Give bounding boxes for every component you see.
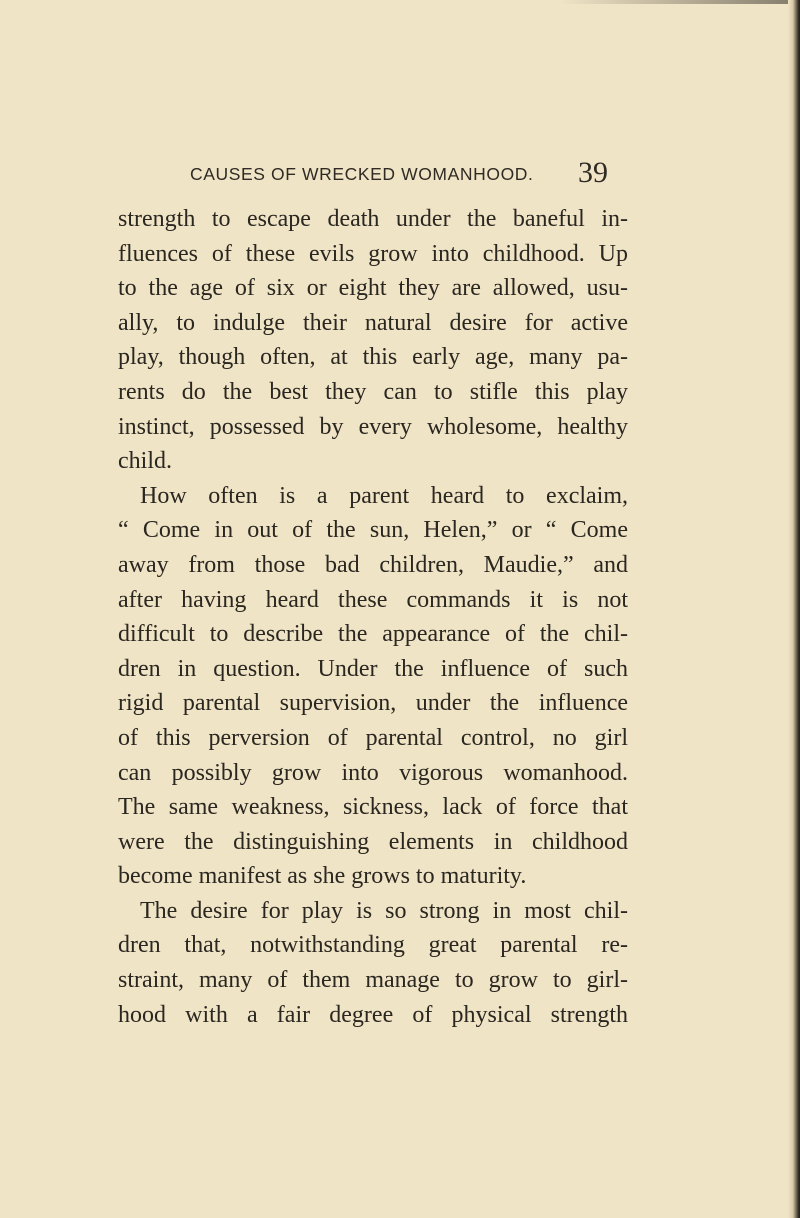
page-spine-edge — [788, 0, 800, 1218]
text-line: hood with a fair degree of physical strength — [118, 1001, 628, 1028]
text-line: play, though often, at this early age, many pa- — [118, 344, 628, 371]
text-line: instinct, possessed by every wholesome, healthy — [118, 413, 628, 440]
text-line: straint, many of them manage to grow to girl- — [118, 967, 628, 994]
text-line: “ Come in out of the sun, Helen,” or “ Come — [118, 517, 628, 544]
text-line: fluences of these evils grow into childhood. Up — [118, 240, 628, 267]
text-line: to the age of six or eight they are allowed, usu- — [118, 275, 628, 302]
text-line: become manifest as she grows to maturity. — [118, 863, 527, 890]
text-line: strength to escape death under the baneful in- — [118, 206, 628, 232]
text-line: child. — [118, 448, 172, 475]
text-line: difficult to describe the appearance of the chil- — [118, 621, 628, 648]
text-line: The same weakness, sickness, lack of force that — [118, 794, 628, 821]
text-line: The desire for play is so strong in most chil- — [140, 897, 628, 924]
page-number: 39 — [578, 156, 608, 189]
text-line: dren in question. Under the influence of such — [118, 655, 628, 682]
page-top-edge-shadow — [560, 0, 800, 4]
running-head — [130, 158, 650, 194]
text-line: rents do the best they can to stifle this play — [118, 378, 628, 405]
text-line: How often is a parent heard to exclaim, — [140, 482, 628, 509]
text-line: of this perversion of parental control, no girl — [118, 724, 628, 751]
text-line: rigid parental supervision, under the influence — [118, 690, 628, 717]
text-line: away from those bad children, Maudie,” and — [118, 551, 628, 578]
text-line: can possibly grow into vigorous womanhood. — [118, 759, 628, 786]
running-head-title: CAUSES OF WRECKED WOMANHOOD. — [190, 164, 534, 184]
text-line: after having heard these commands it is not — [118, 586, 628, 613]
text-line: dren that, notwithstanding great parental re- — [118, 932, 628, 959]
text-line: ally, to indulge their natural desire for active — [118, 309, 628, 336]
text-line: were the distinguishing elements in childhood — [118, 828, 628, 855]
body-text — [118, 202, 628, 1032]
